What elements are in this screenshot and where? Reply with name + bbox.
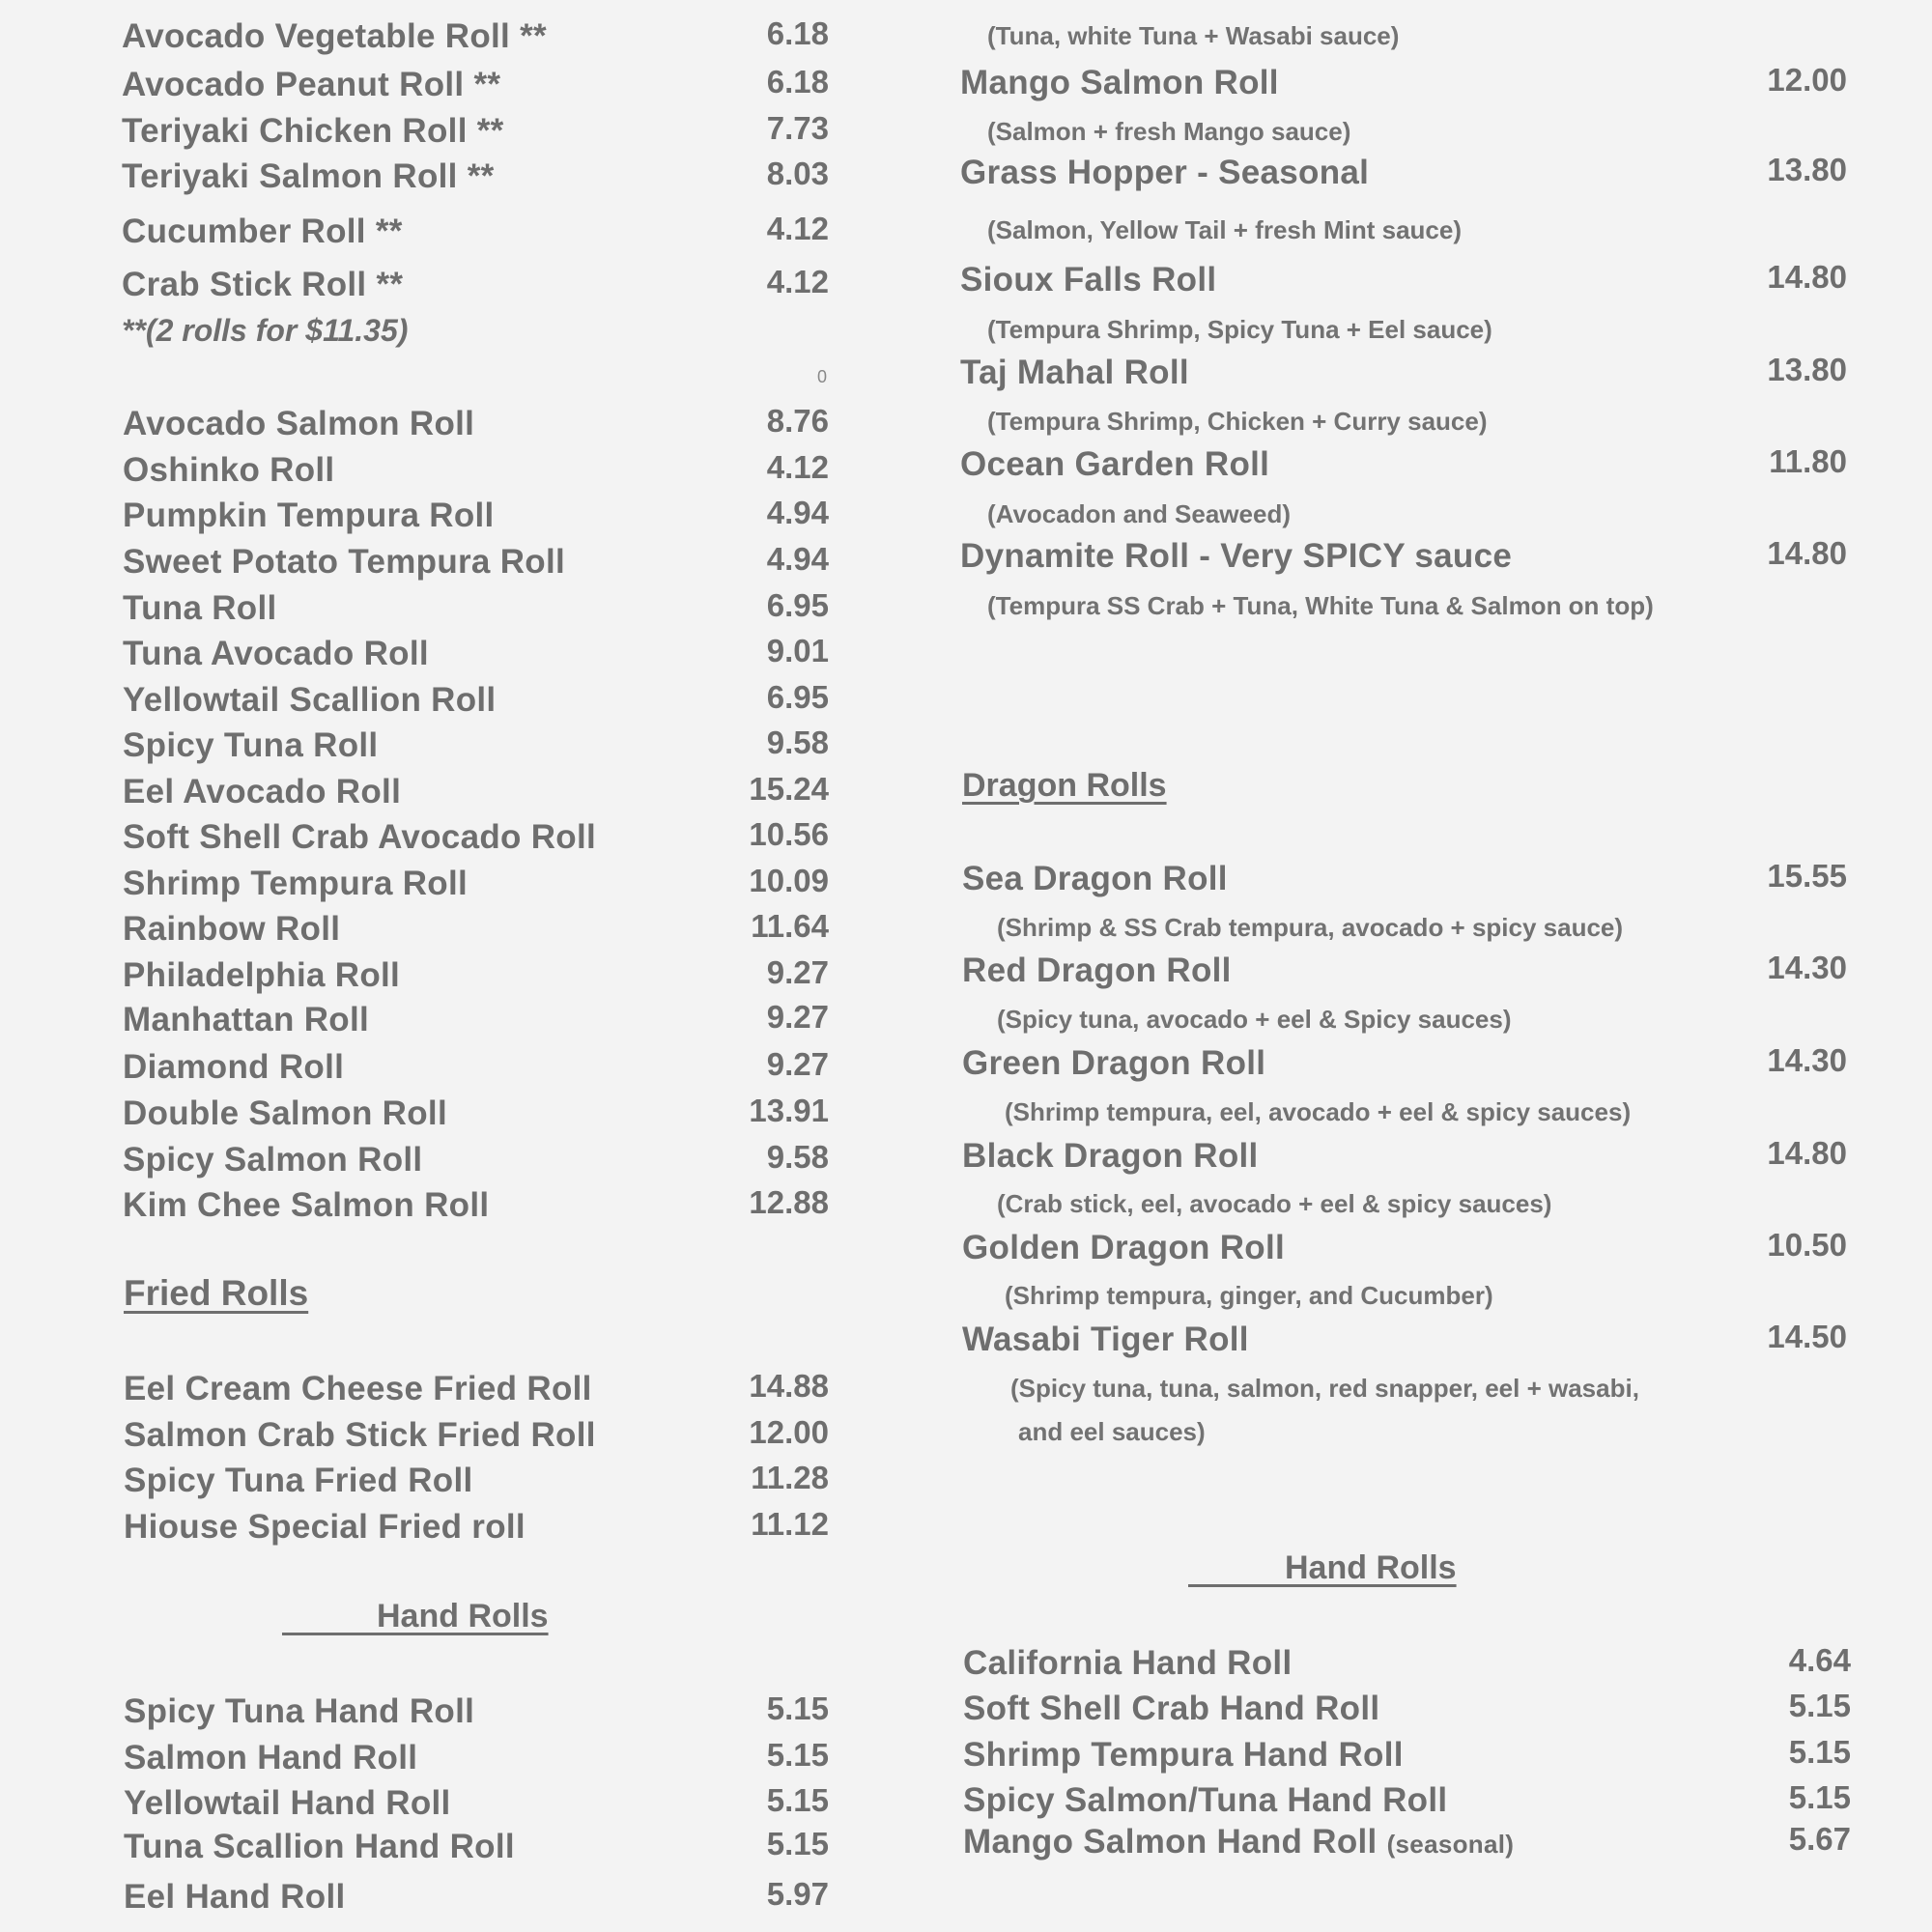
menu-item-name: Rainbow Roll [123,910,341,948]
menu-item-price: 5.15 [766,1782,829,1818]
stray-mark: 0 [817,367,828,386]
menu-item-price: 11.80 [1769,443,1847,479]
menu-item-price: 4.12 [766,449,829,485]
seasonal-note: (seasonal) [1386,1830,1515,1859]
menu-item-price: 8.76 [766,403,829,439]
menu-item-name: Sioux Falls Roll [960,261,1217,298]
menu-item-price: 4.94 [766,541,829,577]
menu-item-name: Spicy Salmon/Tuna Hand Roll [963,1781,1448,1819]
menu-item-price: 5.15 [1788,1688,1851,1723]
menu-item-name: Sweet Potato Tempura Roll [123,543,566,581]
section-header-hand-rolls-left: Hand Rolls [377,1598,549,1634]
menu-item-price: 14.50 [1767,1319,1847,1354]
menu-item-price: 8.03 [766,156,829,191]
menu-item-name: Yellowtail Scallion Roll [123,681,497,719]
menu-item-price: 6.95 [766,679,829,715]
menu-item-price: 5.15 [766,1737,829,1773]
menu-item-price: 6.18 [766,15,829,51]
hand-rolls-underline-left [282,1633,379,1635]
menu-item-name: Black Dragon Roll [962,1137,1259,1175]
menu-item-name: Golden Dragon Roll [962,1229,1286,1266]
menu-item-name: Manhattan Roll [123,1001,370,1038]
menu-item-name: Wasabi Tiger Roll [962,1321,1249,1358]
menu-item-name: Salmon Crab Stick Fried Roll [124,1416,596,1454]
menu-item-price: 13.80 [1767,152,1847,187]
menu-item-name: Grass Hopper - Seasonal [960,154,1370,191]
menu-item-name: Spicy Tuna Roll [123,726,379,764]
menu-item-name: Sea Dragon Roll [962,860,1228,897]
menu-item-price: 9.27 [766,999,829,1035]
menu-item-price: 5.15 [1788,1734,1851,1770]
menu-item-name: Green Dragon Roll [962,1044,1266,1082]
menu-item-name: Shrimp Tempura Roll [123,865,469,902]
menu-item-price: 5.15 [1788,1779,1851,1815]
menu-item-name: Dynamite Roll - Very SPICY sauce [960,537,1513,575]
menu-item-name: Salmon Hand Roll [124,1739,418,1776]
menu-item-description: (Tempura SS Crab + Tuna, White Tuna & Salmon on top) [987,591,1654,620]
menu-item-price: 12.00 [749,1414,829,1450]
menu-item-price: 14.80 [1767,535,1847,571]
menu-item-price: 4.12 [766,211,829,246]
menu-item-description-continued: and eel sauces) [1018,1417,1206,1446]
menu-item-name: Spicy Tuna Hand Roll [124,1692,475,1730]
menu-item-name: Soft Shell Crab Hand Roll [963,1690,1380,1727]
menu-item-price: 5.15 [766,1826,829,1861]
menu-item-description: (Tuna, white Tuna + Wasabi sauce) [987,21,1400,50]
menu-item-price: 10.09 [749,863,829,898]
menu-item-name: Shrimp Tempura Hand Roll [963,1736,1404,1774]
menu-item-name: Spicy Tuna Fried Roll [124,1462,473,1499]
menu-item-name-text: Mango Salmon Hand Roll [963,1823,1378,1861]
menu-item-name: Teriyaki Chicken Roll ** [122,112,504,150]
menu-item-name: Diamond Roll [123,1048,345,1086]
menu-item-price: 15.24 [749,771,829,807]
menu-item-description: (Crab stick, eel, avocado + eel & spicy sauces) [997,1189,1552,1218]
menu-item-name: Yellowtail Hand Roll [124,1784,451,1822]
menu-item-price: 14.80 [1767,1135,1847,1171]
menu-item-price: 4.94 [766,495,829,530]
menu-item-name: Eel Hand Roll [124,1878,346,1916]
menu-item-price: 9.27 [766,954,829,990]
menu-item-name: Mango Salmon Roll [960,64,1279,101]
menu-item-name: Kim Chee Salmon Roll [123,1186,490,1224]
menu-item-price: 13.91 [749,1093,829,1128]
deal-note: **(2 rolls for $11.35) [122,313,409,348]
menu-item-price: 15.55 [1767,858,1847,894]
menu-item-name: Tuna Avocado Roll [123,635,429,672]
menu-item-description: (Shrimp tempura, ginger, and Cucumber) [1005,1281,1493,1310]
menu-item-price: 14.80 [1767,259,1847,295]
menu-item-description: (Shrimp & SS Crab tempura, avocado + spicy sauce) [997,913,1624,942]
menu-item-price: 12.00 [1767,62,1847,98]
menu-item-name: Hiouse Special Fried roll [124,1508,526,1546]
menu-item-price: 10.56 [749,816,829,852]
menu-item-name: Cucumber Roll ** [122,213,403,250]
menu-item-name: Eel Avocado Roll [123,773,402,810]
menu-item-name: Avocado Vegetable Roll ** [122,17,547,55]
section-header-dragon-rolls: Dragon Rolls [962,767,1167,804]
menu-item-name: Teriyaki Salmon Roll ** [122,157,495,195]
menu-item-price: 9.58 [766,1139,829,1175]
menu-item-name: Tuna Roll [123,589,277,627]
menu-item-price: 6.18 [766,64,829,99]
menu-item-price: 6.95 [766,587,829,623]
menu-item-name: Taj Mahal Roll [960,354,1189,391]
menu-item-price: 9.27 [766,1046,829,1082]
menu-item-name: Avocado Peanut Roll ** [122,66,501,103]
menu-item-description: (Tempura Shrimp, Chicken + Curry sauce) [987,407,1488,436]
menu-item-name [963,1823,1514,1861]
menu-item-price: 11.64 [751,908,829,944]
menu-item-description: (Salmon + fresh Mango sauce) [987,117,1351,146]
menu-item-price: 14.88 [749,1368,829,1404]
menu-item-price: 12.88 [749,1184,829,1220]
menu-item-name: Oshinko Roll [123,451,335,489]
menu-item-price: 11.12 [751,1506,829,1542]
menu-item-name: Soft Shell Crab Avocado Roll [123,818,597,856]
menu-item-name: Double Salmon Roll [123,1094,447,1132]
menu-item-name: Pumpkin Tempura Roll [123,497,495,534]
menu-item-name: Red Dragon Roll [962,952,1232,989]
section-header-fried-rolls: Fried Rolls [124,1273,309,1313]
menu-item-name: Eel Cream Cheese Fried Roll [124,1370,592,1407]
section-header-hand-rolls-right: Hand Rolls [1285,1549,1457,1586]
menu-item-description: (Avocadon and Seaweed) [987,499,1291,528]
menu-item-description: (Spicy tuna, tuna, salmon, red snapper, eel + wasabi, [1010,1374,1639,1403]
menu-item-description: (Tempura Shrimp, Spicy Tuna + Eel sauce) [987,315,1492,344]
menu-item-name: Ocean Garden Roll [960,445,1270,483]
menu-item-price: 14.30 [1767,1042,1847,1078]
menu-item-price: 11.28 [751,1460,829,1495]
menu-item-price: 9.01 [766,633,829,668]
menu-item-price: 7.73 [766,110,829,146]
menu-item-price: 5.15 [766,1690,829,1726]
menu-item-price: 14.30 [1767,950,1847,985]
hand-rolls-underline-right [1188,1584,1287,1587]
menu-item-name: Avocado Salmon Roll [123,405,475,442]
menu-item-name: Crab Stick Roll ** [122,266,404,303]
menu-item-price: 5.97 [766,1876,829,1912]
menu-item-name: Tuna Scallion Hand Roll [124,1828,515,1865]
menu-item-price: 10.50 [1767,1227,1847,1263]
menu-item-name: Philadelphia Roll [123,956,401,994]
menu-item-name: Spicy Salmon Roll [123,1141,423,1179]
menu-item-price: 13.80 [1767,352,1847,387]
menu-item-price: 4.12 [766,264,829,299]
menu-item-price: 9.58 [766,724,829,760]
menu-item-description: (Spicy tuna, avocado + eel & Spicy sauces) [997,1005,1512,1034]
menu-item-price: 4.64 [1788,1642,1851,1678]
menu-item-price: 5.67 [1788,1821,1851,1857]
menu-item-description: (Shrimp tempura, eel, avocado + eel & spicy sauces) [1005,1097,1632,1126]
menu-item-description: (Salmon, Yellow Tail + fresh Mint sauce) [987,215,1463,244]
menu-item-name: California Hand Roll [963,1644,1293,1682]
